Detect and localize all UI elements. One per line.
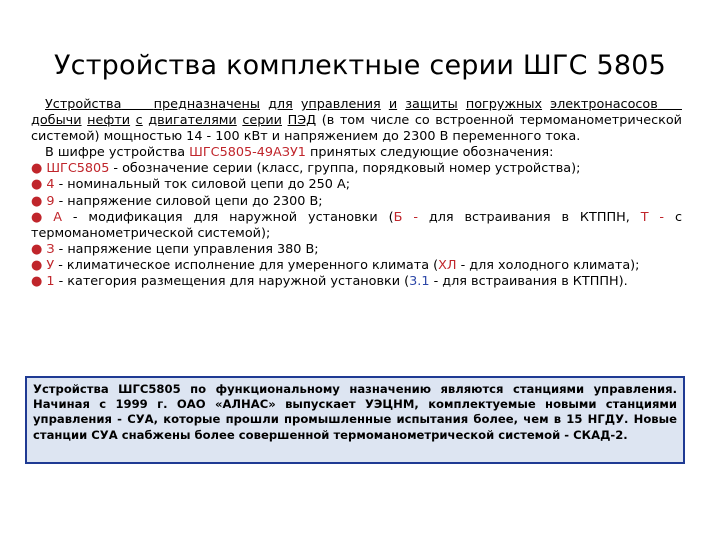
item-key-2: Б - [393, 209, 418, 225]
item-text-3: с термоманометрической системой); [31, 209, 682, 241]
bullet-icon: ● [31, 177, 43, 193]
item-text: - категория размещения для наружной установки ( [54, 274, 410, 290]
note-box: Устройства ШГС5805 по функциональному назначению являются станциями управления. Начиная с 1999 г. ОАО «АЛНАС» выпускает УЭЦНМ, комплектуемые новыми станциями управления - СУА, которые прошли промышленные испытания более, чем в 15 НГДУ. Новые станции СУА снабжены более совершенной термоманометрической системой - СКАД-2. [25, 376, 685, 464]
item-text-2: - для встраивания в КТППН). [429, 274, 628, 290]
code-line-before: В шифре устройства [45, 145, 190, 161]
list-item [31, 242, 682, 258]
intro-word: предназначены [153, 97, 260, 112]
item-text: - напряжение цепи управления 380 В; [54, 241, 319, 257]
item-key: ШГС5805 [46, 161, 110, 177]
intro-rest: (в том числе со встроенной термоманометрической системой) мощностью 14 - 100 кВт и напряжением до 2300 В переменного тока. [31, 113, 682, 145]
code-line-after: принятых следующие обозначения: [305, 145, 554, 161]
item-text: - напряжение силовой цепи до 2300 В; [54, 193, 323, 209]
device-code: ШГС5805-49АЗУ1 [189, 145, 306, 161]
intro-word: электронасосов [550, 97, 658, 112]
page-title: Устройства комплектные серии ШГС 5805 [54, 50, 666, 81]
item-text: - климатическое исполнение для умеренного климата ( [54, 257, 439, 273]
intro-word: управления [300, 97, 381, 112]
list-item [31, 161, 682, 177]
item-key: А [53, 209, 62, 225]
item-key: 9 [46, 193, 55, 209]
bullet-icon: ● [31, 161, 43, 177]
intro-word: двигателями [148, 113, 237, 129]
bullet-icon: ● [31, 193, 43, 209]
intro-word: добычи [31, 113, 82, 129]
item-text: - модификация для наружной установки ( [61, 209, 394, 225]
intro-paragraph [31, 97, 682, 145]
bullet-icon: ● [31, 209, 50, 225]
list-item [31, 194, 682, 210]
list-item [31, 274, 682, 290]
intro-word: защиты [405, 97, 458, 112]
item-key: 1 [46, 274, 55, 290]
intro-word: серии [242, 113, 282, 129]
intro-word: и [388, 97, 398, 112]
item-key: 4 [46, 177, 55, 193]
item-text-2: - для холодного климата); [456, 257, 640, 273]
main-content [31, 97, 682, 290]
code-line [31, 145, 682, 161]
bullet-icon: ● [31, 241, 43, 257]
intro-word: нефти [87, 113, 131, 129]
item-key-3: Т - [640, 209, 665, 225]
list-item [31, 177, 682, 193]
intro-word: ПЭД [287, 113, 317, 129]
item-key: У [46, 257, 55, 273]
item-text: - номинальный ток силовой цепи до 250 А; [54, 177, 351, 193]
intro-word: с [135, 113, 143, 129]
intro-word: Устройства [45, 97, 122, 112]
list-item [31, 258, 682, 274]
bullet-icon: ● [31, 274, 43, 290]
list-item [31, 210, 682, 242]
intro-word: погружных [465, 97, 543, 112]
bullet-icon: ● [31, 257, 43, 273]
item-key-2: 3.1 [409, 274, 430, 290]
item-text: - обозначение серии (класс, группа, порядковый номер устройства); [109, 161, 581, 177]
item-key: З [46, 241, 55, 257]
item-key-2: ХЛ [438, 257, 457, 273]
item-text-2: для встраивания в КТППН, [417, 209, 641, 225]
intro-word: для [268, 97, 293, 112]
